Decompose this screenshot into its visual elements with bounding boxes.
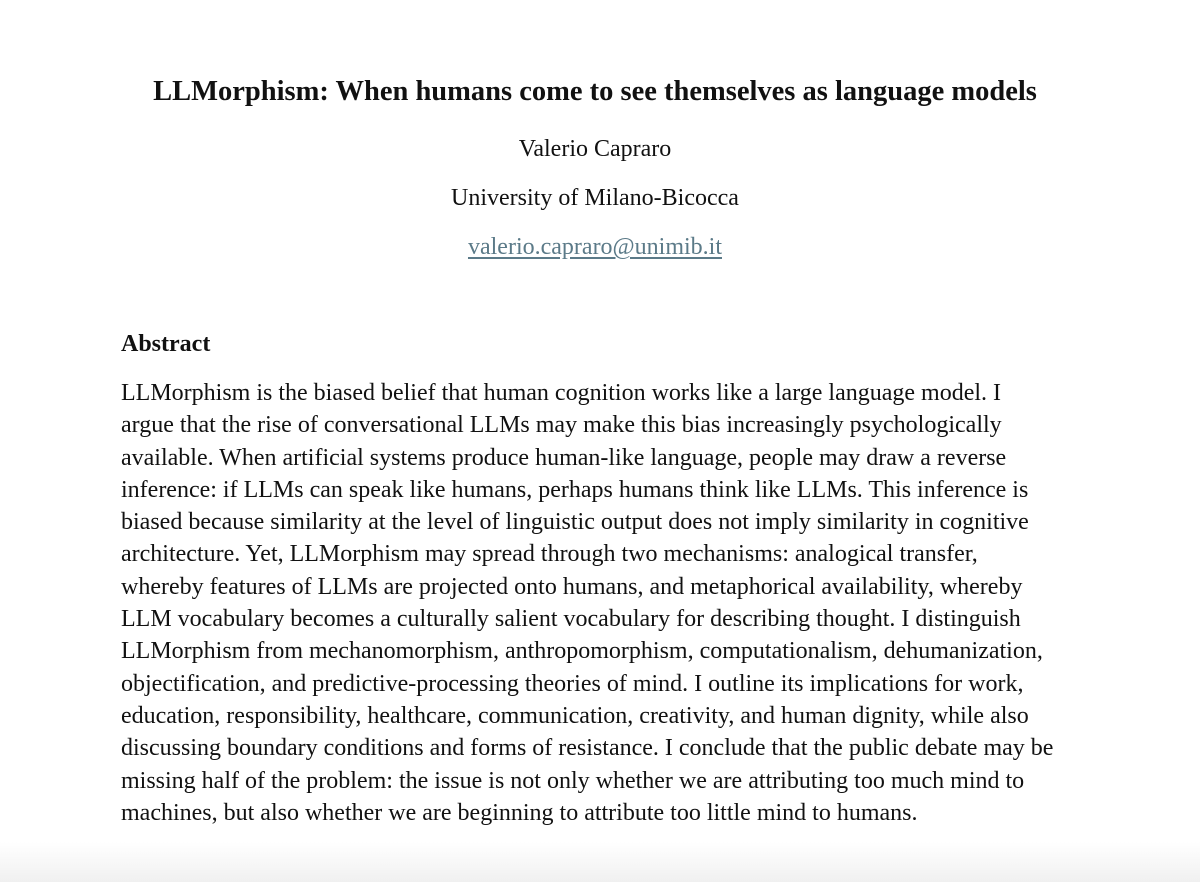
email-line xyxy=(0,232,1190,262)
abstract-line: objectification, and predictive-processing theories of mind. I outline its implications for work, xyxy=(121,670,1024,697)
abstract-line: whereby features of LLMs are projected onto humans, and metaphorical availability, whereby xyxy=(121,573,1023,600)
author-email-link[interactable]: valerio.capraro@unimib.it xyxy=(467,234,722,260)
abstract-line: LLMorphism is the biased belief that human cognition works like a large language model. I xyxy=(121,380,1002,406)
abstract-line: education, responsibility, healthcare, communication, creativity, and human dignity, while also xyxy=(121,702,1029,729)
abstract-heading: Abstract xyxy=(121,331,211,357)
abstract-line: LLMorphism from mechanomorphism, anthropomorphism, computationalism, dehumanization, xyxy=(121,638,1043,665)
abstract-body xyxy=(121,377,1081,829)
abstract-line: LLM vocabulary becomes a culturally salient vocabulary for describing thought. I distinguish xyxy=(121,606,1021,633)
abstract-line: machines, but also whether we are beginning to attribute too little mind to humans. xyxy=(121,799,918,826)
abstract-line: biased because similarity at the level of linguistic output does not imply similarity in cognitive xyxy=(121,509,1029,536)
abstract-line: missing half of the problem: the issue is not only whether we are attributing too much mind to xyxy=(121,767,1025,794)
abstract-line: architecture. Yet, LLMorphism may spread through two mechanisms: analogical transfer, xyxy=(121,541,978,568)
author-affiliation: University of Milano-Bicocca xyxy=(451,185,739,211)
bottom-shadow xyxy=(0,842,1200,882)
author-name: Valerio Capraro xyxy=(518,136,672,162)
abstract-line: inference: if LLMs can speak like humans, perhaps humans think like LLMs. This inference is xyxy=(121,476,1029,503)
paper-title: LLMorphism: When humans come to see themselves as language models xyxy=(153,76,1037,107)
abstract-line: discussing boundary conditions and forms of resistance. I conclude that the public debate may be xyxy=(121,735,1054,762)
abstract-line: argue that the rise of conversational LLMs may make this bias increasingly psychologically xyxy=(121,412,1002,439)
abstract-line: available. When artificial systems produce human-like language, people may draw a reverse xyxy=(121,444,1007,471)
